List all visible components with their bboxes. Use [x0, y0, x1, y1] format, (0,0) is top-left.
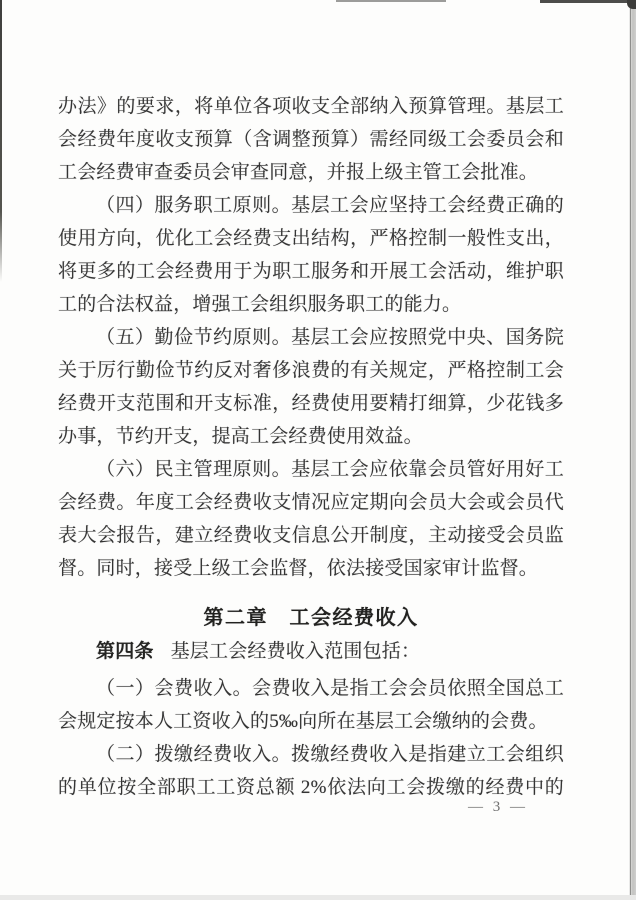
text-line: 工的合法权益，增强工会组织服务职工的能力。: [58, 294, 462, 315]
chapter-heading: 第二章 工会经费收入: [203, 607, 419, 629]
text-line: 表大会报告，建立经费收支信息公开制度，主动接受会员监: [58, 525, 564, 546]
text-line: 督。同时，接受上级工会监督，依法接受国家审计监督。: [58, 558, 539, 579]
text-line: （四）服务职工原则。基层工会应坚持工会经费正确的: [96, 195, 564, 216]
text-line: 工会经费审查委员会审查同意，并报上级主管工会批准。: [58, 162, 539, 183]
article-line: [58, 635, 564, 668]
text-line: （二）拨缴经费收入。拨缴经费收入是指建立工会组织: [96, 744, 564, 765]
scan-mark-corner-top-right: [627, 0, 636, 9]
text-line: 使用方向，优化工会经费支出结构，严格控制一般性支出，: [58, 228, 564, 249]
text-line: 的单位按全部职工工资总额 2%依法向工会拨缴的经费中的: [58, 777, 564, 798]
text-line: 会经费。年度工会经费收支情况应定期向会员大会或会员代: [58, 492, 564, 513]
article-text: 基层工会经费收入范围包括：: [170, 641, 421, 662]
scan-mark-top-middle: [336, 0, 446, 2]
text-line: 关于厉行勤俭节约反对奢侈浪费的有关规定，严格控制工会: [58, 360, 564, 381]
scan-mark-top-right: [540, 0, 636, 3]
document-body-continued: [58, 672, 564, 804]
document-body: [58, 90, 564, 804]
text-line: 办事，节约开支，提高工会经费使用效益。: [58, 426, 423, 447]
article-number: 第四条: [96, 641, 154, 662]
text-line: 办法》的要求，将单位各项收支全部纳入预算管理。基层工: [58, 96, 564, 117]
text-line: （一）会费收入。会费收入是指工会会员依照全国总工: [96, 678, 564, 699]
text-line: 经费开支范围和开支标准，经费使用要精打细算，少花钱多: [58, 393, 564, 414]
scan-edge-right-line: [630, 0, 631, 900]
text-line: （六）民主管理原则。基层工会应依靠会员管好用好工: [96, 459, 564, 480]
text-line: 会规定按本人工资收入的5‰向所在基层工会缴纳的会费。: [58, 711, 548, 732]
text-line: （五）勤俭节约原则。基层工会应按照党中央、国务院: [96, 327, 564, 348]
page-number: — 3 —: [468, 799, 528, 815]
scan-edge-left-line: [0, 0, 2, 282]
text-line: 会经费年度收支预算（含调整预算）需经同级工会委员会和: [58, 129, 564, 150]
text-line: 将更多的工会经费用于为职工服务和开展工会活动，维护职: [58, 261, 564, 282]
scan-edge-bottom-band: [0, 895, 636, 900]
